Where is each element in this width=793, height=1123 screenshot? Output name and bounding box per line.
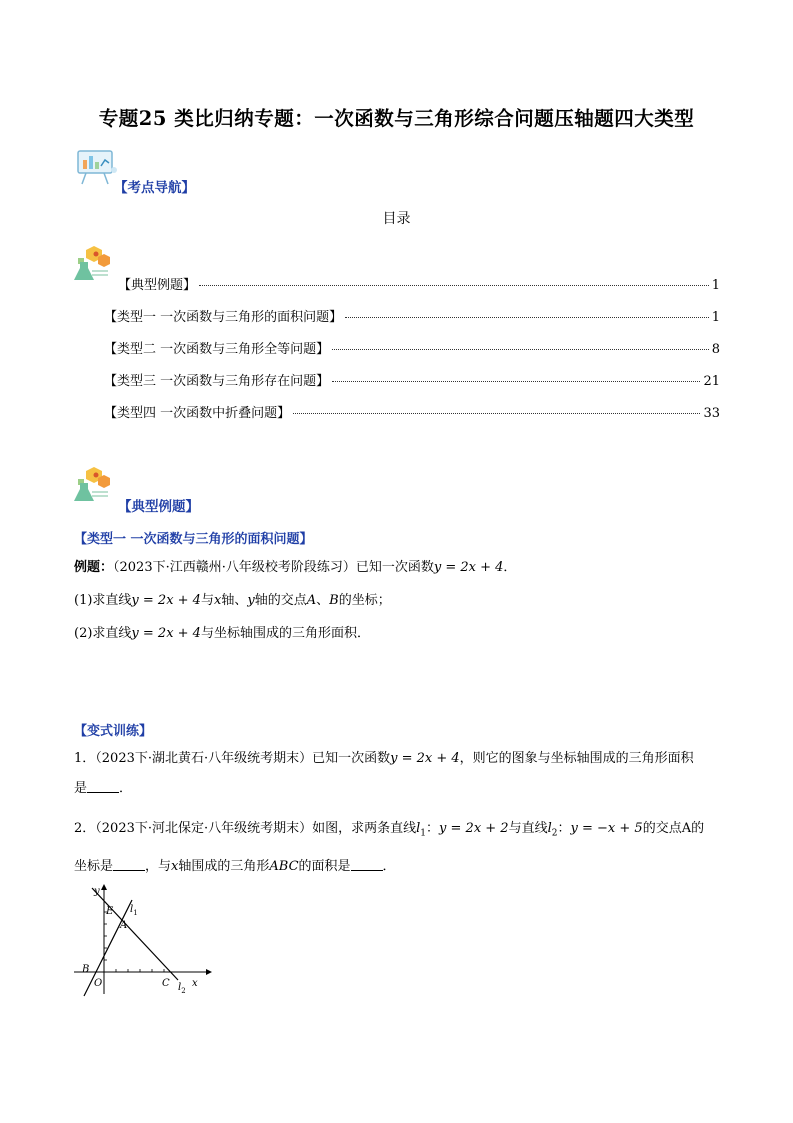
- toc-heading: 目录: [382, 211, 411, 227]
- q1-text: (1)求直线: [74, 593, 132, 608]
- q1-text: 、: [316, 593, 330, 608]
- toc-dots: [293, 412, 700, 414]
- toc-row-page: 1: [711, 278, 720, 293]
- q1-text: 与: [200, 593, 214, 608]
- p2-text: 与直线: [508, 821, 548, 836]
- q1-text: 轴的交点: [254, 593, 307, 608]
- math-var: y: [247, 593, 255, 608]
- q2-text: (2)求直线: [74, 626, 132, 641]
- subscript: 1: [420, 828, 427, 839]
- math-var: A: [306, 593, 317, 608]
- p1-text: ，则它的图象与坐标轴围成的三角形面积: [459, 751, 694, 766]
- toc-row-label: 【典型例题】: [118, 278, 197, 293]
- punctuation: ．: [503, 560, 517, 575]
- practice-1: [74, 752, 694, 765]
- math-var: B: [329, 593, 339, 608]
- p2-text: 2．（2023下·河北保定·八年级统考期末）如图，求两条直线: [74, 821, 417, 836]
- answer-blank[interactable]: [113, 870, 145, 871]
- punctuation: ．: [382, 859, 396, 874]
- equation: y = 2x + 4: [131, 626, 201, 641]
- equation: y = 2x + 4: [433, 560, 504, 575]
- p1-text: 是: [74, 781, 88, 796]
- toc-dots: [332, 380, 700, 382]
- toc-row[interactable]: [118, 274, 720, 293]
- toc-row-page: 21: [703, 374, 720, 389]
- practice-2: [74, 822, 704, 839]
- label-l2: $l_2$: [178, 982, 186, 995]
- practice-2-line2: [74, 860, 396, 873]
- equation: y = 2x + 4: [390, 751, 460, 766]
- toc-dots: [332, 348, 709, 350]
- label-x: x: [192, 978, 198, 989]
- p2-text: ：: [426, 821, 440, 836]
- p2-text: ，与: [145, 859, 172, 874]
- example-source: （2023下·江西赣州·八年级校考阶段练习）已知一次函数: [113, 560, 434, 575]
- answer-blank[interactable]: [87, 792, 119, 793]
- question-1: [74, 594, 391, 607]
- toc-row[interactable]: [104, 370, 720, 389]
- p2-text: 的面积是: [298, 859, 351, 874]
- toc-row[interactable]: [104, 338, 720, 357]
- math-var: l: [547, 821, 552, 836]
- question-2: [74, 627, 370, 640]
- practice-label: 【变式训练】: [74, 724, 153, 739]
- label-B: B: [82, 964, 90, 975]
- y-axis-arrow: [101, 884, 107, 890]
- practice-1-line2: [74, 782, 132, 795]
- q1-text: 的坐标；: [338, 593, 391, 608]
- p2-text: 坐标是: [74, 859, 114, 874]
- math-var: l: [416, 821, 421, 836]
- toc-row[interactable]: [104, 402, 720, 421]
- p1-text: 1．（2023下·湖北黄石·八年级统考期末）已知一次函数: [74, 751, 391, 766]
- label-y: y: [94, 886, 100, 897]
- toc-row[interactable]: [104, 306, 720, 325]
- math-var: ABC: [269, 859, 299, 874]
- equation: y = 2x + 2: [439, 821, 509, 836]
- toc-row-label: 【类型一 一次函数与三角形的面积问题】: [104, 310, 343, 325]
- coordinate-figure: [72, 882, 212, 1000]
- equation: y = −x + 5: [570, 821, 643, 836]
- math-var: x: [213, 593, 222, 608]
- p2-text: 的交点A的: [642, 821, 705, 836]
- equation: y = 2x + 4: [131, 593, 201, 608]
- label-O: O: [94, 978, 103, 989]
- label-A: A: [120, 920, 128, 931]
- math-var: x: [171, 859, 179, 874]
- punctuation: ．: [119, 781, 133, 796]
- example-statement: [74, 561, 516, 574]
- toc-row-label: 【类型二 一次函数与三角形全等问题】: [104, 342, 330, 357]
- label-l1: $l_1$: [130, 904, 138, 917]
- toc-row-page: 1: [711, 310, 720, 325]
- chemistry-flask-icon: [72, 465, 112, 505]
- answer-blank[interactable]: [351, 870, 383, 871]
- label-C: C: [162, 978, 170, 989]
- q2-text: 与坐标轴围成的三角形面积．: [200, 626, 370, 641]
- chemistry-flask-icon: [72, 244, 112, 284]
- toc-row-label: 【类型三 一次函数与三角形存在问题】: [104, 374, 330, 389]
- subscript: 2: [551, 828, 558, 839]
- page-title: 专题25 类比归纳专题：一次函数与三角形综合问题压轴题四大类型: [98, 107, 695, 130]
- line-l2: [92, 888, 178, 980]
- label-E: E: [106, 906, 114, 917]
- toc-dots: [345, 316, 709, 318]
- toc-row-page: 8: [711, 342, 720, 357]
- toc-dots: [199, 284, 709, 286]
- p2-text: 轴围成的三角形: [178, 859, 270, 874]
- toc-row-page: 33: [703, 406, 720, 421]
- section-label: 【典型例题】: [118, 499, 199, 515]
- p2-text: ：: [557, 821, 571, 836]
- type-heading: 【类型一 一次函数与三角形的面积问题】: [74, 532, 313, 547]
- example-lead: 例题：: [74, 560, 114, 575]
- x-axis-arrow: [206, 969, 212, 975]
- nav-label: 【考点导航】: [114, 180, 195, 196]
- toc-row-label: 【类型四 一次函数中折叠问题】: [104, 406, 291, 421]
- q1-text: 轴、: [221, 593, 248, 608]
- presentation-board-icon: [74, 148, 118, 186]
